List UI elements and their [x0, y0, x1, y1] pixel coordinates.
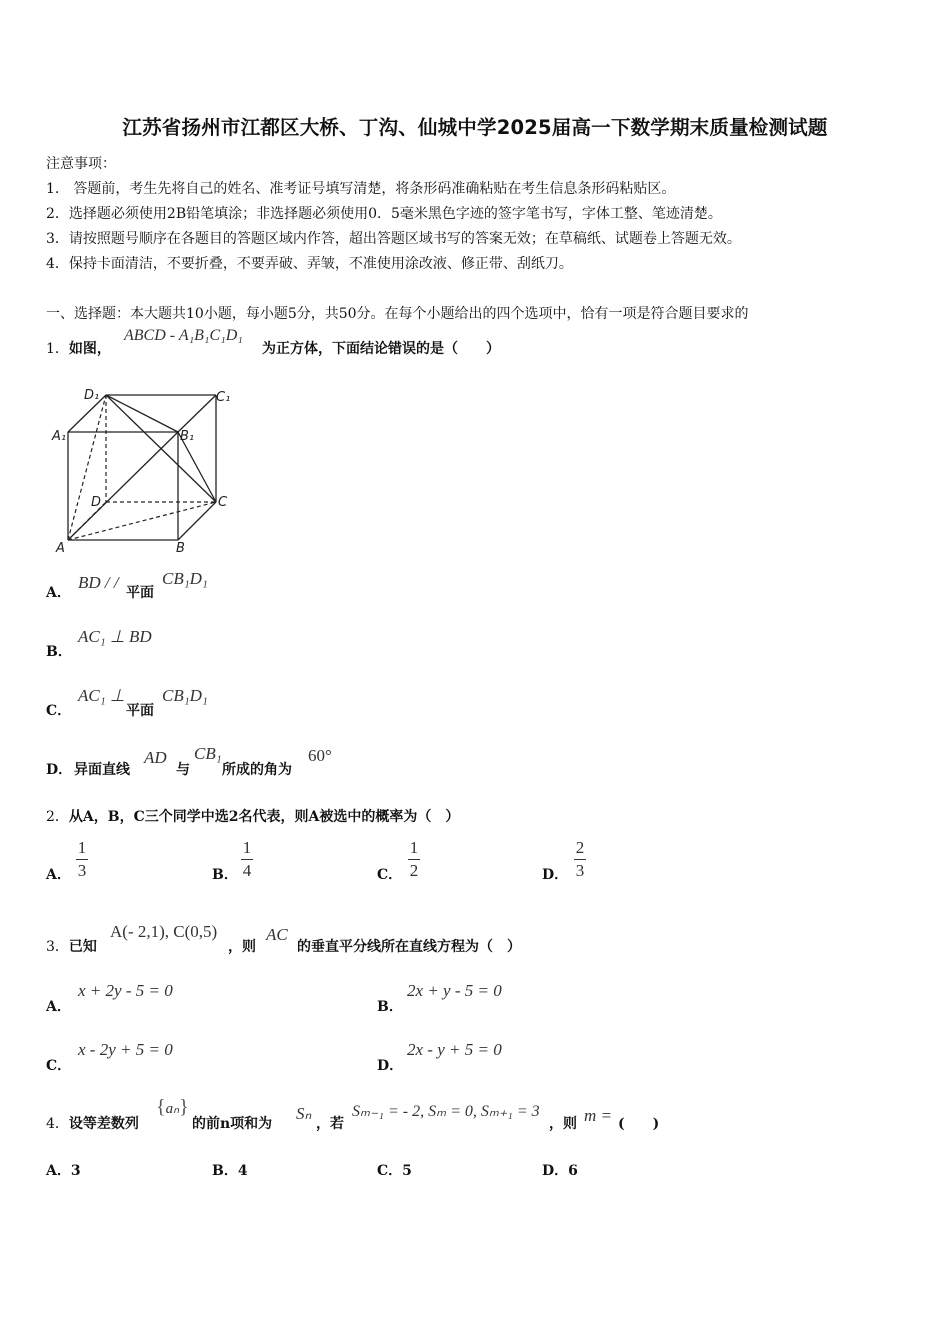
q4-condition: Sₘ₋₁ = - 2, Sₘ = 0, Sₘ₊₁ = 3 — [352, 1103, 540, 1120]
question-text: 设等差数列 — [68, 1116, 139, 1132]
option-label: D． — [377, 1058, 404, 1074]
notes-heading: 注意事项： — [46, 156, 116, 172]
q1-option-c-math: AC₁ ⊥ — [78, 686, 125, 705]
question-text: 的前n项和为 — [192, 1116, 273, 1132]
question-2 — [46, 806, 459, 826]
option-label: B． — [46, 644, 72, 660]
q1-option-c-plane: CB₁D₁ — [162, 686, 208, 705]
q4-sn: Sₙ — [296, 1104, 312, 1123]
option-label: A． — [46, 867, 71, 883]
option-label: A． — [46, 999, 71, 1015]
q1-option-c-text: 平面 — [126, 703, 154, 719]
label-C1: C₁ — [216, 390, 231, 405]
option-label: D． — [46, 762, 73, 778]
section-heading: 一、选择题：本大题共10小题，每小题5分，共50分。在每个小题给出的四个选项中，恰有一项是符合题目要求的 — [46, 306, 749, 322]
cube-figure — [50, 382, 240, 557]
question-text: ，则 — [549, 1116, 577, 1132]
label-B1: B₁ — [180, 429, 195, 444]
q1-option-d-text: 所成的角为 — [222, 762, 292, 778]
denominator: 3 — [575, 861, 585, 880]
option-label: D． — [542, 867, 569, 883]
label-D: D — [91, 495, 102, 510]
question-3 — [46, 936, 97, 956]
question-text: ，若 — [316, 1116, 344, 1132]
q2-option-b-fraction — [241, 838, 253, 881]
q1-option-a-math: BD / / — [78, 573, 119, 592]
q2-option-c-fraction — [408, 838, 420, 881]
question-text: 从A，B，C三个同学中选2名代表，则A被选中的概率为（ ） — [68, 809, 460, 825]
q3-option-b-eq: 2x + y - 5 = 0 — [407, 981, 502, 1000]
q3-segment: AC — [266, 925, 288, 944]
denominator: 2 — [409, 861, 419, 880]
option-label: A． — [46, 585, 71, 601]
numerator: 2 — [575, 838, 585, 857]
question-number: 1． — [46, 341, 69, 357]
note-item: 2．选择题必须使用2B铅笔填涂；非选择题必须使用0．5毫米黑色字迹的签字笔书写，字体工整、笔迹清楚。 — [46, 206, 722, 222]
question-number: 3． — [46, 939, 69, 955]
option-label: C． — [46, 1058, 72, 1074]
q2-option-d-fraction — [574, 838, 586, 881]
q3-option-a-eq: x + 2y - 5 = 0 — [78, 981, 173, 1000]
option-label: B． — [377, 999, 403, 1015]
question-text: ，则 — [228, 939, 256, 955]
note-item: 3．请按照题号顺序在各题目的答题区域内作答，超出答题区域书写的答案无效；在草稿纸、试题卷上答题无效。 — [46, 231, 741, 247]
label-B: B — [176, 541, 185, 556]
q4-option-c: C．5 — [377, 1163, 412, 1179]
label-D1: D₁ — [84, 388, 100, 403]
page-title: 江苏省扬州市江都区大桥、丁沟、仙城中学2025届高一下数学期末质量检测试题 — [122, 116, 828, 139]
question-text: 的垂直平分线所在直线方程为（ ） — [297, 939, 521, 955]
numerator: 1 — [77, 838, 87, 857]
question-text: 为正方体，下面结论错误的是（ ） — [262, 341, 500, 357]
question-number: 2． — [46, 809, 69, 825]
q2-option-a-fraction — [76, 838, 88, 881]
q1-option-d-angle: 60° — [308, 746, 332, 765]
question-text: ( ) — [618, 1116, 660, 1132]
q3-option-c-eq: x - 2y + 5 = 0 — [78, 1040, 173, 1059]
q1-option-d-text: 与 — [176, 762, 190, 778]
question-1 — [46, 338, 111, 358]
numerator: 1 — [242, 838, 252, 857]
q4-sequence: {aₙ} — [156, 1096, 189, 1118]
q3-points: A(- 2,1), C(0,5) — [110, 922, 218, 941]
label-C: C — [218, 495, 228, 510]
note-item: 4．保持卡面清洁，不要折叠，不要弄破、弄皱，不准使用涂改液、修正带、刮纸刀。 — [46, 256, 573, 272]
q1-option-d-math-ad: AD — [144, 748, 167, 767]
q1-math-cube: ABCD - A₁B₁C₁D₁ — [124, 327, 243, 344]
q1-option-a-plane: CB₁D₁ — [162, 569, 208, 588]
q4-option-b: B．4 — [212, 1163, 248, 1179]
q3-option-d-eq: 2x - y + 5 = 0 — [407, 1040, 502, 1059]
q1-option-a-text: 平面 — [126, 585, 154, 601]
option-label: C． — [46, 703, 72, 719]
question-text: 如图， — [68, 341, 111, 357]
question-number: 4． — [46, 1116, 69, 1132]
numerator: 1 — [409, 838, 419, 857]
q1-option-d-text: 异面直线 — [74, 762, 130, 778]
q4-m: m = — [584, 1106, 612, 1125]
option-label: C． — [377, 867, 403, 883]
label-A1: A₁ — [52, 429, 67, 444]
note-item: 1. 答题前，考生先将自己的姓名、准考证号填写清楚，将条形码准确粘贴在考生信息条形码粘贴区。 — [46, 181, 676, 197]
label-A: A — [56, 541, 65, 556]
denominator: 4 — [242, 861, 252, 880]
q1-option-d-math-cb1: CB₁ — [194, 744, 222, 763]
q4-option-d: D．6 — [542, 1163, 578, 1179]
option-label: B． — [212, 867, 238, 883]
denominator: 3 — [77, 861, 87, 880]
question-text: 已知 — [68, 939, 97, 955]
question-4 — [46, 1113, 139, 1133]
q4-sequence-term: aₙ — [165, 1101, 180, 1117]
q1-option-b-math: AC₁ ⊥ BD — [78, 627, 152, 646]
q4-option-a: A．3 — [46, 1163, 81, 1179]
